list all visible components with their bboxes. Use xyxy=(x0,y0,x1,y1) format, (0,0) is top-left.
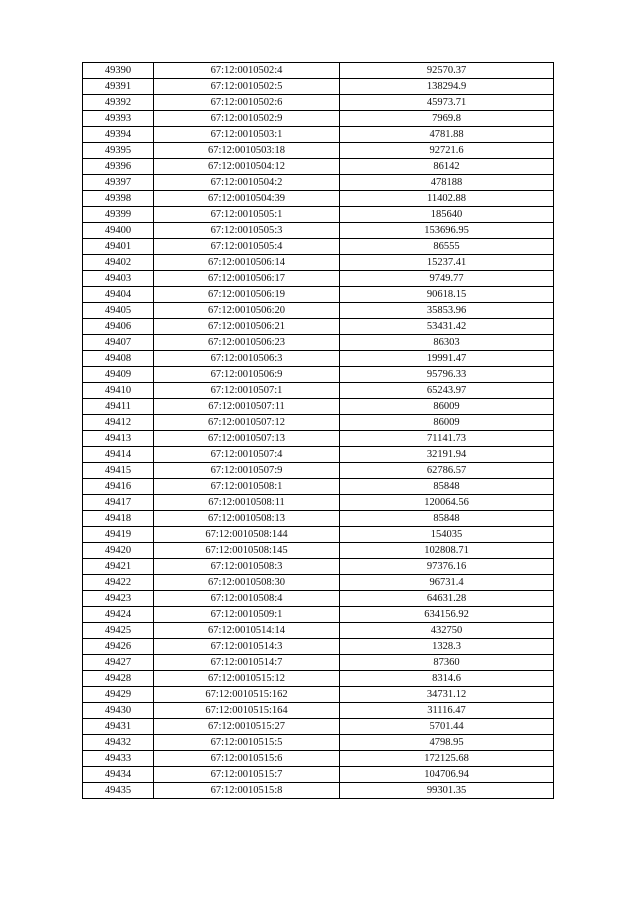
value-cell: 45973.71 xyxy=(340,95,554,111)
cadastral-number-cell: 67:12:0010504:2 xyxy=(154,175,340,191)
value-cell: 86555 xyxy=(340,239,554,255)
row-number-cell: 49419 xyxy=(83,527,154,543)
value-cell: 15237.41 xyxy=(340,255,554,271)
cadastral-value-table xyxy=(82,62,554,799)
cadastral-number-cell: 67:12:0010505:4 xyxy=(154,239,340,255)
cadastral-number-cell: 67:12:0010508:11 xyxy=(154,495,340,511)
table-row xyxy=(83,351,554,367)
value-cell: 32191.94 xyxy=(340,447,554,463)
value-cell: 87360 xyxy=(340,655,554,671)
row-number-cell: 49432 xyxy=(83,735,154,751)
row-number-cell: 49397 xyxy=(83,175,154,191)
value-cell: 185640 xyxy=(340,207,554,223)
row-number-cell: 49431 xyxy=(83,719,154,735)
table-row xyxy=(83,271,554,287)
cadastral-number-cell: 67:12:0010502:4 xyxy=(154,63,340,79)
value-cell: 104706.94 xyxy=(340,767,554,783)
cadastral-number-cell: 67:12:0010514:7 xyxy=(154,655,340,671)
value-cell: 34731.12 xyxy=(340,687,554,703)
table-row xyxy=(83,543,554,559)
cadastral-number-cell: 67:12:0010502:5 xyxy=(154,79,340,95)
row-number-cell: 49421 xyxy=(83,559,154,575)
value-cell: 90618.15 xyxy=(340,287,554,303)
row-number-cell: 49403 xyxy=(83,271,154,287)
value-cell: 95796.33 xyxy=(340,367,554,383)
cadastral-number-cell: 67:12:0010506:20 xyxy=(154,303,340,319)
table-row xyxy=(83,335,554,351)
value-cell: 53431.42 xyxy=(340,319,554,335)
cadastral-number-cell: 67:12:0010504:39 xyxy=(154,191,340,207)
cadastral-number-cell: 67:12:0010502:9 xyxy=(154,111,340,127)
row-number-cell: 49424 xyxy=(83,607,154,623)
table-row xyxy=(83,79,554,95)
table-row xyxy=(83,415,554,431)
row-number-cell: 49404 xyxy=(83,287,154,303)
row-number-cell: 49399 xyxy=(83,207,154,223)
value-cell: 92721.6 xyxy=(340,143,554,159)
value-cell: 86009 xyxy=(340,399,554,415)
row-number-cell: 49428 xyxy=(83,671,154,687)
cadastral-number-cell: 67:12:0010508:3 xyxy=(154,559,340,575)
cadastral-number-cell: 67:12:0010503:18 xyxy=(154,143,340,159)
value-cell: 11402.88 xyxy=(340,191,554,207)
table-row xyxy=(83,527,554,543)
table-row xyxy=(83,239,554,255)
cadastral-number-cell: 67:12:0010508:144 xyxy=(154,527,340,543)
row-number-cell: 49410 xyxy=(83,383,154,399)
table-row xyxy=(83,255,554,271)
value-cell: 19991.47 xyxy=(340,351,554,367)
table-row xyxy=(83,287,554,303)
table-row xyxy=(83,559,554,575)
cadastral-number-cell: 67:12:0010506:17 xyxy=(154,271,340,287)
cadastral-number-cell: 67:12:0010504:12 xyxy=(154,159,340,175)
table-row xyxy=(83,607,554,623)
row-number-cell: 49427 xyxy=(83,655,154,671)
cadastral-number-cell: 67:12:0010507:1 xyxy=(154,383,340,399)
table-row xyxy=(83,191,554,207)
row-number-cell: 49423 xyxy=(83,591,154,607)
cadastral-number-cell: 67:12:0010509:1 xyxy=(154,607,340,623)
cadastral-number-cell: 67:12:0010507:12 xyxy=(154,415,340,431)
table-row xyxy=(83,783,554,799)
value-cell: 9749.77 xyxy=(340,271,554,287)
cadastral-number-cell: 67:12:0010502:6 xyxy=(154,95,340,111)
value-cell: 64631.28 xyxy=(340,591,554,607)
value-cell: 85848 xyxy=(340,479,554,495)
row-number-cell: 49394 xyxy=(83,127,154,143)
cadastral-number-cell: 67:12:0010508:13 xyxy=(154,511,340,527)
row-number-cell: 49405 xyxy=(83,303,154,319)
row-number-cell: 49420 xyxy=(83,543,154,559)
table-row xyxy=(83,95,554,111)
row-number-cell: 49433 xyxy=(83,751,154,767)
cadastral-number-cell: 67:12:0010515:162 xyxy=(154,687,340,703)
value-cell: 154035 xyxy=(340,527,554,543)
row-number-cell: 49416 xyxy=(83,479,154,495)
table-row xyxy=(83,575,554,591)
row-number-cell: 49393 xyxy=(83,111,154,127)
value-cell: 85848 xyxy=(340,511,554,527)
value-cell: 62786.57 xyxy=(340,463,554,479)
cadastral-number-cell: 67:12:0010506:19 xyxy=(154,287,340,303)
cadastral-number-cell: 67:12:0010507:13 xyxy=(154,431,340,447)
table-row xyxy=(83,591,554,607)
cadastral-number-cell: 67:12:0010508:145 xyxy=(154,543,340,559)
row-number-cell: 49430 xyxy=(83,703,154,719)
row-number-cell: 49422 xyxy=(83,575,154,591)
cadastral-number-cell: 67:12:0010506:3 xyxy=(154,351,340,367)
table-row xyxy=(83,431,554,447)
cadastral-number-cell: 67:12:0010507:4 xyxy=(154,447,340,463)
table-row xyxy=(83,751,554,767)
row-number-cell: 49398 xyxy=(83,191,154,207)
table-row xyxy=(83,687,554,703)
table-row xyxy=(83,511,554,527)
table-row xyxy=(83,367,554,383)
value-cell: 35853.96 xyxy=(340,303,554,319)
table-row xyxy=(83,479,554,495)
table-row xyxy=(83,175,554,191)
value-cell: 92570.37 xyxy=(340,63,554,79)
value-cell: 4781.88 xyxy=(340,127,554,143)
cadastral-number-cell: 67:12:0010508:30 xyxy=(154,575,340,591)
value-cell: 138294.9 xyxy=(340,79,554,95)
table-row xyxy=(83,207,554,223)
table-row xyxy=(83,111,554,127)
value-cell: 99301.35 xyxy=(340,783,554,799)
cadastral-number-cell: 67:12:0010505:1 xyxy=(154,207,340,223)
cadastral-number-cell: 67:12:0010508:1 xyxy=(154,479,340,495)
cadastral-number-cell: 67:12:0010506:21 xyxy=(154,319,340,335)
cadastral-number-cell: 67:12:0010514:14 xyxy=(154,623,340,639)
value-cell: 71141.73 xyxy=(340,431,554,447)
cadastral-number-cell: 67:12:0010515:5 xyxy=(154,735,340,751)
value-cell: 5701.44 xyxy=(340,719,554,735)
row-number-cell: 49411 xyxy=(83,399,154,415)
row-number-cell: 49417 xyxy=(83,495,154,511)
cadastral-number-cell: 67:12:0010515:7 xyxy=(154,767,340,783)
table-row xyxy=(83,623,554,639)
value-cell: 86009 xyxy=(340,415,554,431)
cadastral-number-cell: 67:12:0010514:3 xyxy=(154,639,340,655)
row-number-cell: 49435 xyxy=(83,783,154,799)
table-row xyxy=(83,143,554,159)
table-row xyxy=(83,383,554,399)
row-number-cell: 49434 xyxy=(83,767,154,783)
table-row xyxy=(83,719,554,735)
cadastral-number-cell: 67:12:0010515:12 xyxy=(154,671,340,687)
table-row xyxy=(83,127,554,143)
cadastral-number-cell: 67:12:0010515:8 xyxy=(154,783,340,799)
value-cell: 7969.8 xyxy=(340,111,554,127)
value-cell: 1328.3 xyxy=(340,639,554,655)
row-number-cell: 49408 xyxy=(83,351,154,367)
cadastral-number-cell: 67:12:0010515:164 xyxy=(154,703,340,719)
value-cell: 153696.95 xyxy=(340,223,554,239)
row-number-cell: 49409 xyxy=(83,367,154,383)
value-cell: 4798.95 xyxy=(340,735,554,751)
row-number-cell: 49412 xyxy=(83,415,154,431)
value-cell: 432750 xyxy=(340,623,554,639)
row-number-cell: 49407 xyxy=(83,335,154,351)
row-number-cell: 49400 xyxy=(83,223,154,239)
cadastral-number-cell: 67:12:0010506:9 xyxy=(154,367,340,383)
value-cell: 8314.6 xyxy=(340,671,554,687)
value-cell: 172125.68 xyxy=(340,751,554,767)
table-row xyxy=(83,63,554,79)
value-cell: 478188 xyxy=(340,175,554,191)
table-row xyxy=(83,655,554,671)
cadastral-number-cell: 67:12:0010505:3 xyxy=(154,223,340,239)
table-row xyxy=(83,463,554,479)
table-row xyxy=(83,399,554,415)
table-row xyxy=(83,767,554,783)
row-number-cell: 49425 xyxy=(83,623,154,639)
row-number-cell: 49418 xyxy=(83,511,154,527)
table-body xyxy=(83,63,554,799)
table-row xyxy=(83,639,554,655)
row-number-cell: 49426 xyxy=(83,639,154,655)
row-number-cell: 49391 xyxy=(83,79,154,95)
row-number-cell: 49390 xyxy=(83,63,154,79)
cadastral-number-cell: 67:12:0010515:6 xyxy=(154,751,340,767)
cadastral-number-cell: 67:12:0010503:1 xyxy=(154,127,340,143)
row-number-cell: 49415 xyxy=(83,463,154,479)
cadastral-number-cell: 67:12:0010506:23 xyxy=(154,335,340,351)
row-number-cell: 49406 xyxy=(83,319,154,335)
row-number-cell: 49395 xyxy=(83,143,154,159)
table-row xyxy=(83,223,554,239)
value-cell: 97376.16 xyxy=(340,559,554,575)
value-cell: 65243.97 xyxy=(340,383,554,399)
table-row xyxy=(83,159,554,175)
value-cell: 86142 xyxy=(340,159,554,175)
cadastral-number-cell: 67:12:0010506:14 xyxy=(154,255,340,271)
table-row xyxy=(83,495,554,511)
row-number-cell: 49414 xyxy=(83,447,154,463)
value-cell: 86303 xyxy=(340,335,554,351)
table-row xyxy=(83,735,554,751)
table-row xyxy=(83,671,554,687)
table-row xyxy=(83,303,554,319)
table-row xyxy=(83,447,554,463)
cadastral-number-cell: 67:12:0010515:27 xyxy=(154,719,340,735)
value-cell: 634156.92 xyxy=(340,607,554,623)
table-row xyxy=(83,703,554,719)
value-cell: 96731.4 xyxy=(340,575,554,591)
row-number-cell: 49392 xyxy=(83,95,154,111)
value-cell: 120064.56 xyxy=(340,495,554,511)
cadastral-number-cell: 67:12:0010508:4 xyxy=(154,591,340,607)
row-number-cell: 49396 xyxy=(83,159,154,175)
cadastral-number-cell: 67:12:0010507:11 xyxy=(154,399,340,415)
row-number-cell: 49401 xyxy=(83,239,154,255)
table-row xyxy=(83,319,554,335)
value-cell: 102808.71 xyxy=(340,543,554,559)
row-number-cell: 49402 xyxy=(83,255,154,271)
row-number-cell: 49429 xyxy=(83,687,154,703)
cadastral-number-cell: 67:12:0010507:9 xyxy=(154,463,340,479)
row-number-cell: 49413 xyxy=(83,431,154,447)
value-cell: 31116.47 xyxy=(340,703,554,719)
